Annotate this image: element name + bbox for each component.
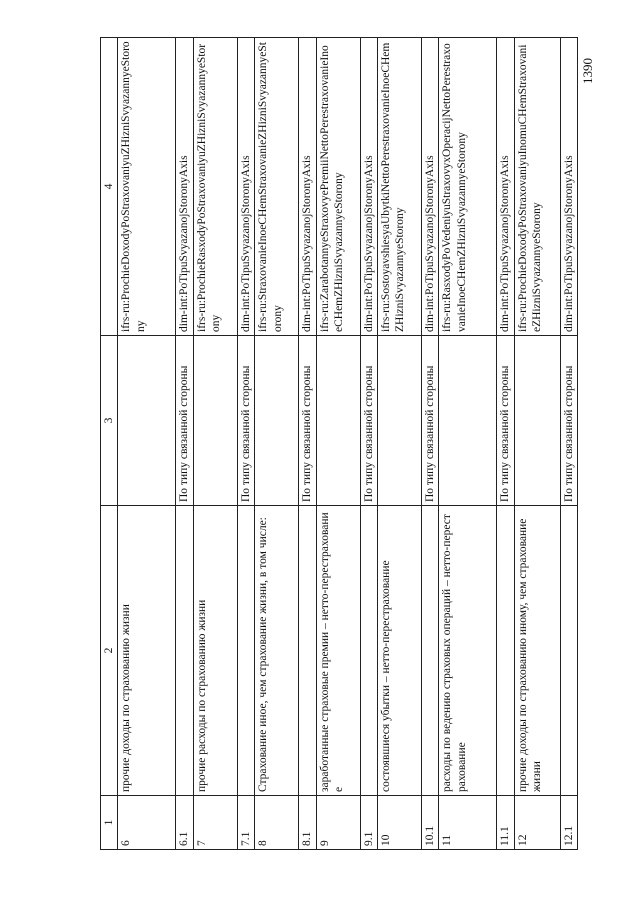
- row-dimension: [255, 336, 299, 506]
- row-number: 12.1: [560, 796, 577, 850]
- row-dimension: [316, 336, 360, 506]
- row-dimension: По типу связанной стороны: [421, 336, 438, 506]
- row-label: [560, 506, 577, 796]
- row-number: 6: [118, 796, 176, 850]
- row-element: ifrs-ru:ProchieDoxodyPoStraxovaniyuZHizniSvyazannyeStorony: [118, 38, 176, 336]
- header-cell-1: 1: [101, 796, 118, 850]
- row-number: 12: [514, 796, 560, 850]
- row-dimension: [193, 336, 237, 506]
- row-number: 7.1: [237, 796, 254, 850]
- row-dimension: [439, 336, 497, 506]
- row-label: [237, 506, 254, 796]
- row-label: прочие расходы по страхованию жизни: [193, 506, 237, 796]
- table-row: [193, 38, 237, 850]
- row-label: [299, 506, 316, 796]
- row-element: dim-int:PoTipuSvyazanojStoronyAxis: [560, 38, 577, 336]
- table-row: [118, 38, 176, 850]
- row-label: [360, 506, 377, 796]
- row-dimension: [377, 336, 421, 506]
- row-element: ifrs-ru:SostoyavshiesyaUbytkiNettoPerestraxovanieInoeCHemZHizniSvyazannyeStorony: [377, 38, 421, 336]
- header-cell-4: 4: [101, 38, 118, 336]
- xbrl-mapping-table: [100, 37, 578, 850]
- row-label: прочие доходы по страхованию иному, чем страхование жизни: [514, 506, 560, 796]
- row-number: 7: [193, 796, 237, 850]
- row-dimension: По типу связанной стороны: [497, 336, 514, 506]
- table-row: [377, 38, 421, 850]
- page-number: 1390: [580, 58, 595, 84]
- row-element: ifrs-ru:ProchieRasxodyPoStraxovaniyuZHizniSvyazannyeStorony: [193, 38, 237, 336]
- row-dimension: По типу связанной стороны: [560, 336, 577, 506]
- table-row: [514, 38, 560, 850]
- table-row: [439, 38, 497, 850]
- row-number: 11: [439, 796, 497, 850]
- header-cell-3: 3: [101, 336, 118, 506]
- table-header-row: [101, 38, 118, 850]
- row-number: 10.1: [421, 796, 438, 850]
- row-element: dim-int:PoTipuSvyazanojStoronyAxis: [299, 38, 316, 336]
- row-element: dim-int:PoTipuSvyazanojStoronyAxis: [237, 38, 254, 336]
- row-element: dim-int:PoTipuSvyazanojStoronyAxis: [176, 38, 193, 336]
- table-body: [101, 38, 578, 850]
- row-element: ifrs-ru:RasxodyPoVedeniyuStraxovyxOperacijNettoPerestraxovanieInoeCHemZHizniSvyazannyeStorony: [439, 38, 497, 336]
- row-element: dim-int:PoTipuSvyazanojStoronyAxis: [360, 38, 377, 336]
- row-element: ifrs-ru:ZarabotannyeStraxovyePremiiNettoPerestraxovanieInoeCHemZHizniSvyazannyeStorony: [316, 38, 360, 336]
- table-row: [299, 38, 316, 850]
- table-row: [255, 38, 299, 850]
- row-label: заработанные страховые премии – нетто-перестрахование: [316, 506, 360, 796]
- row-dimension: По типу связанной стороны: [176, 336, 193, 506]
- row-dimension: По типу связанной стороны: [299, 336, 316, 506]
- row-dimension: По типу связанной стороны: [237, 336, 254, 506]
- row-label: [421, 506, 438, 796]
- table-row: [237, 38, 254, 850]
- table-row: [176, 38, 193, 850]
- row-number: 6.1: [176, 796, 193, 850]
- row-label: расходы по ведению страховых операций – нетто-перестрахование: [439, 506, 497, 796]
- row-number: 11.1: [497, 796, 514, 850]
- row-element: ifrs-ru:ProchieDoxodyPoStraxovaniyuInomuCHemStraxovanieZHizniSvyazannyeStorony: [514, 38, 560, 336]
- row-number: 9: [316, 796, 360, 850]
- row-dimension: [118, 336, 176, 506]
- rotated-table-wrapper: [100, 38, 575, 850]
- table-row: [316, 38, 360, 850]
- row-number: 10: [377, 796, 421, 850]
- row-label: Страхование иное, чем страхование жизни, в том числе:: [255, 506, 299, 796]
- table-row: [497, 38, 514, 850]
- row-number: 8: [255, 796, 299, 850]
- row-element: dim-int:PoTipuSvyazanojStoronyAxis: [497, 38, 514, 336]
- row-label: [176, 506, 193, 796]
- row-label: состоявшиеся убытки – нетто-перестрахование: [377, 506, 421, 796]
- row-label: [497, 506, 514, 796]
- row-element: dim-int:PoTipuSvyazanojStoronyAxis: [421, 38, 438, 336]
- row-number: 9.1: [360, 796, 377, 850]
- table-row: [360, 38, 377, 850]
- table-row: [560, 38, 577, 850]
- row-element: ifrs-ru:StraxovanieInoeCHemStraxovanieZHizniSvyazannyeStorony: [255, 38, 299, 336]
- table-row: [421, 38, 438, 850]
- row-dimension: По типу связанной стороны: [360, 336, 377, 506]
- header-cell-2: 2: [101, 506, 118, 796]
- row-dimension: [514, 336, 560, 506]
- row-label: прочие доходы по страхованию жизни: [118, 506, 176, 796]
- row-number: 8.1: [299, 796, 316, 850]
